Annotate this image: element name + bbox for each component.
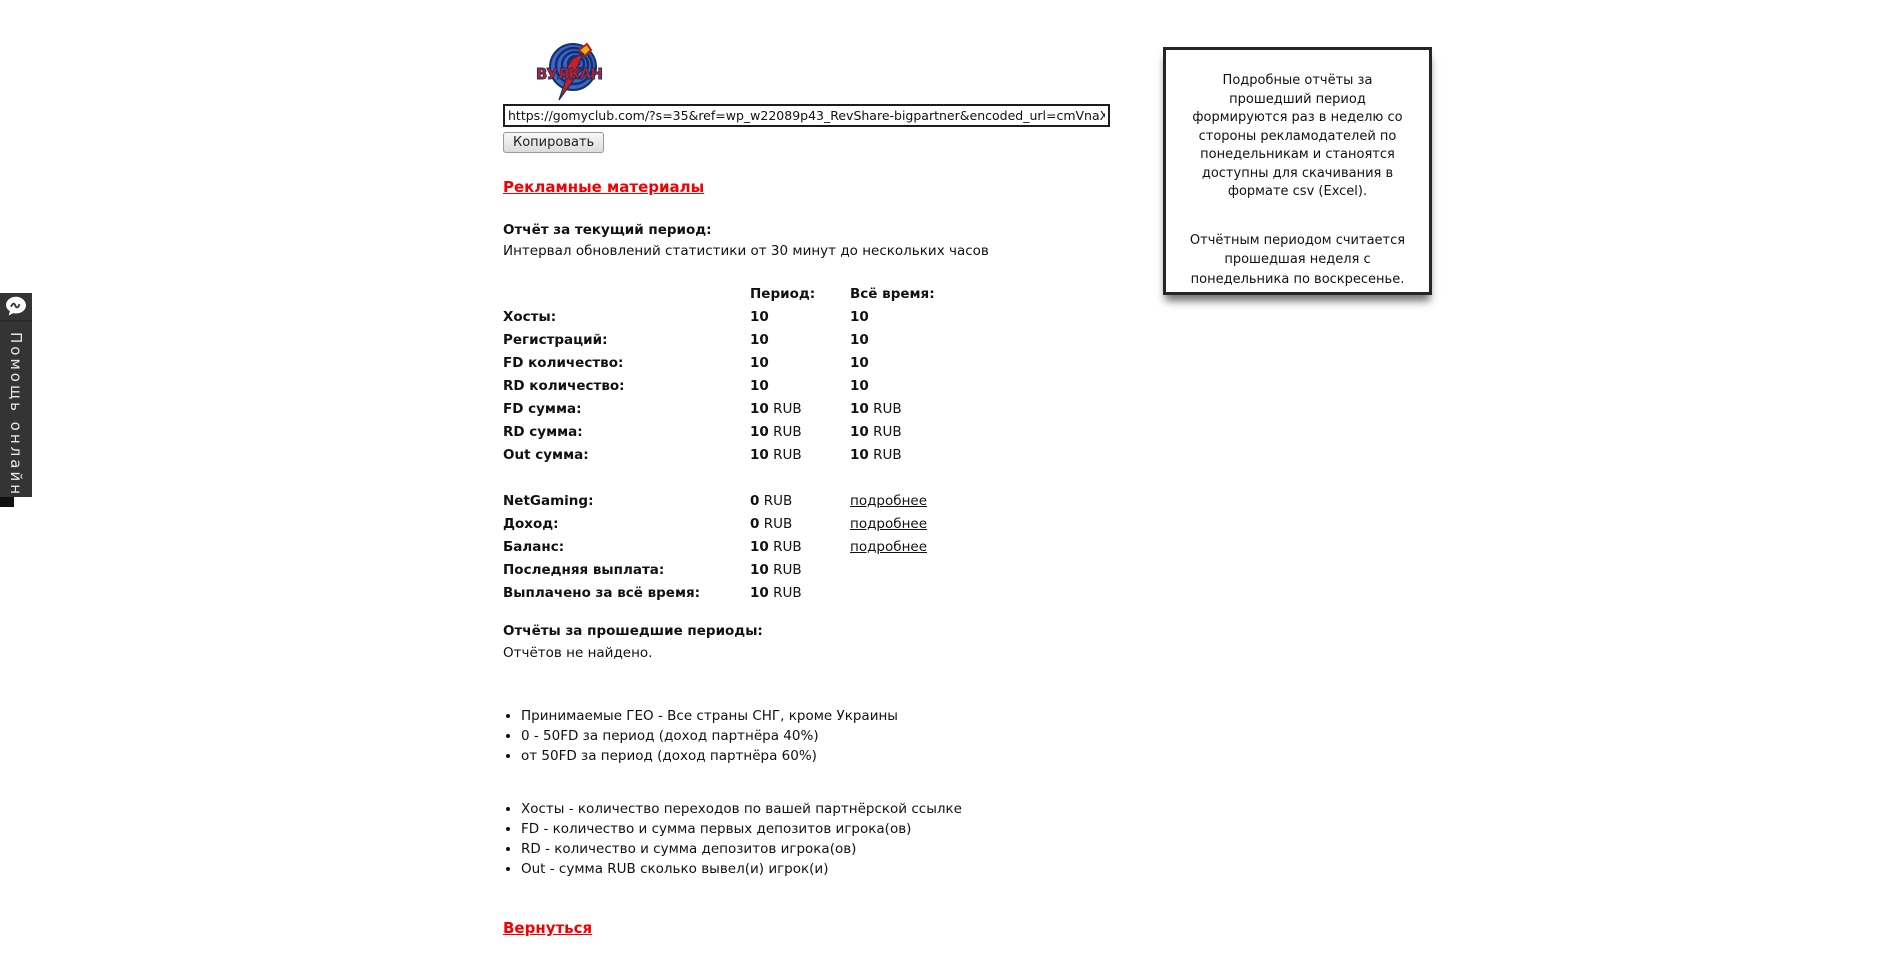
column-header-alltime: Всё время: — [850, 286, 935, 302]
referral-link-input[interactable] — [503, 104, 1110, 127]
list-item: • Out - сумма RUB сколько вывел(и) игрок(и) — [521, 859, 1115, 879]
copy-button[interactable]: Копировать — [503, 132, 604, 153]
help-widget-shadow — [0, 497, 14, 507]
terms-list — [503, 706, 1115, 766]
current-report-title: Отчёт за текущий период: — [503, 222, 712, 238]
glossary-list — [503, 799, 1115, 879]
help-online-widget-tab[interactable] — [0, 293, 32, 497]
list-item: • Хосты - количество переходов по вашей партнёрской ссылке — [521, 799, 1115, 819]
table-row: RD количество: 10 10 — [503, 378, 869, 394]
table-row: Выплачено за всё время: 10 RUB — [503, 585, 802, 601]
details-link[interactable]: подробнее — [850, 539, 928, 555]
details-link[interactable]: подробнее — [850, 516, 928, 532]
current-report-subtitle: Интервал обновлений статистики от 30 минут до нескольких часов — [503, 243, 989, 259]
table-row: Out сумма: 10 RUB 10 RUB — [503, 447, 902, 463]
chat-bubble-icon[interactable] — [0, 293, 32, 322]
table-row: Хосты: 10 10 — [503, 309, 869, 325]
vulkan-logo-svg — [533, 42, 605, 102]
table-row: Доход: 0 RUB подробнее — [503, 516, 928, 532]
list-item: • RD - количество и сумма депозитов игрока(ов) — [521, 839, 1115, 859]
past-reports-empty: Отчётов не найдено. — [503, 645, 653, 661]
stats-header-row — [503, 286, 1115, 309]
list-item: • Принимаемые ГЕО - Все страны СНГ, кроме Украины — [521, 706, 1115, 726]
list-item: • FD - количество и сумма первых депозитов игрока(ов) — [521, 819, 1115, 839]
help-online-label: Помощь онлайн — [7, 331, 25, 497]
details-link[interactable]: подробнее — [850, 493, 928, 509]
table-row: Регистраций: 10 10 — [503, 332, 869, 348]
table-row: Последняя выплата: 10 RUB — [503, 562, 802, 578]
main-content — [503, 0, 1115, 937]
vulkan-logo — [533, 42, 605, 102]
list-item: • 0 - 50FD за период (доход партнёра 40%) — [521, 726, 1115, 746]
summary-table — [503, 493, 1115, 608]
chat-bubble-icon-svg — [5, 296, 27, 316]
table-row: FD количество: 10 10 — [503, 355, 869, 371]
table-row: Баланс: 10 RUB подробнее — [503, 539, 928, 555]
table-row: RD сумма: 10 RUB 10 RUB — [503, 424, 902, 440]
info-paragraph-1: Подробные отчёты за прошедший период формируются раз в неделю со стороны рекламодателей по понедельникам и станоятся доступны для скачивания в формате csv (Excel). — [1192, 73, 1403, 199]
info-paragraph-2: Отчётным периодом считается прошедшая неделя с понедельника по воскресенье. — [1189, 232, 1406, 287]
stats-table — [503, 286, 1115, 470]
table-row: FD сумма: 10 RUB 10 RUB — [503, 401, 902, 417]
list-item: • от 50FD за период (доход партнёра 60%) — [521, 746, 1115, 766]
table-row: NetGaming: 0 RUB подробнее — [503, 493, 928, 509]
reports-info-box — [1163, 47, 1432, 295]
column-header-period: Период: — [750, 286, 816, 302]
past-reports-title: Отчёты за прошедшие периоды: — [503, 623, 763, 639]
vulkan-logo-text: ВУЛКАН — [536, 65, 602, 83]
back-link[interactable]: Вернуться — [503, 919, 593, 937]
advertising-materials-link[interactable]: Рекламные материалы — [503, 178, 705, 196]
